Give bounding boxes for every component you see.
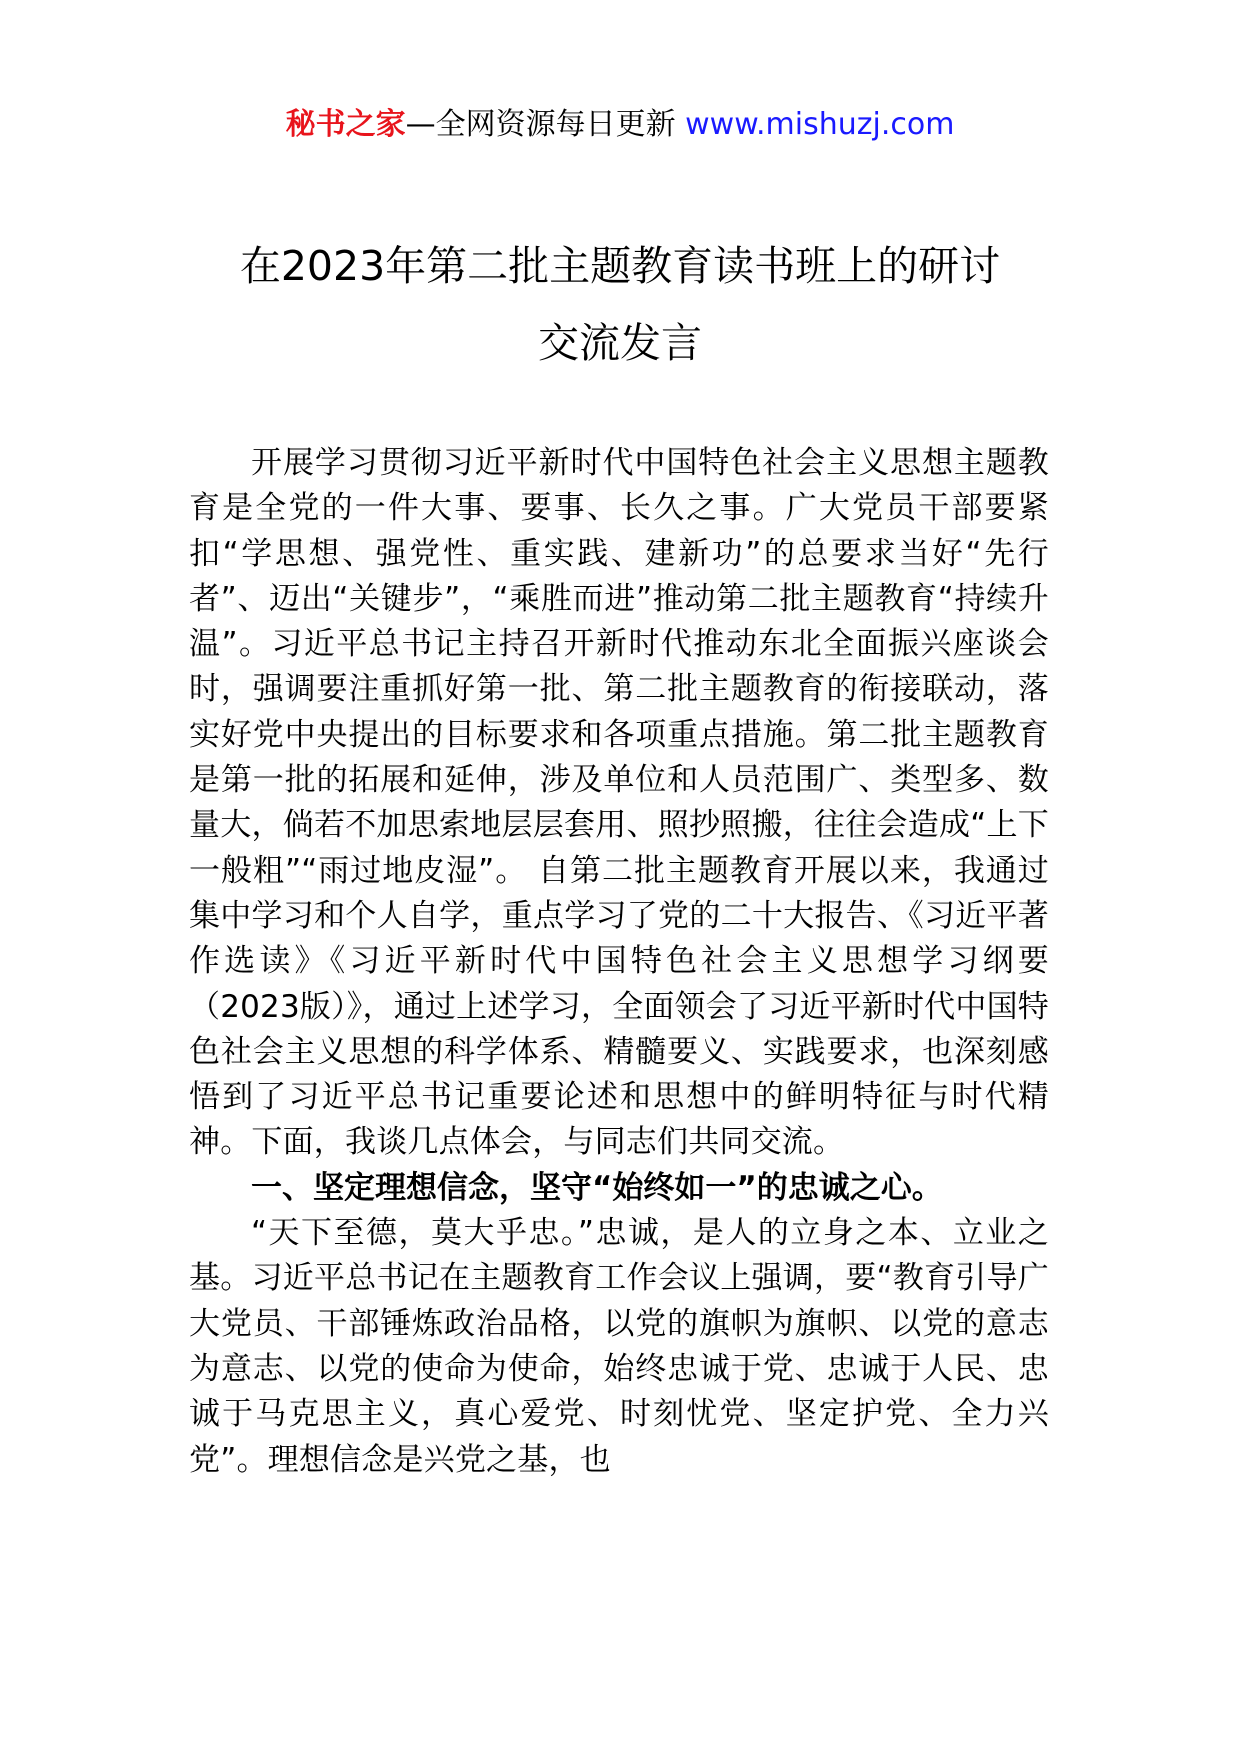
document-body <box>189 441 1049 1483</box>
site-slogan: —全网资源每日更新 <box>405 107 686 142</box>
site-header <box>0 100 1240 150</box>
title-line-1: 在2023年第二批主题教育读书班上的研讨 <box>239 242 1001 290</box>
paragraph-intro: 开展学习贯彻习近平新时代中国特色社会主义思想主题教育是全党的一件大事、要事、长久之事。广大党员干部要紧扣“学思想、强党性、重实践、建新功”的总要求当好“先行者”、迈出“关键步”，“乘胜而进”推动第二批主题教育“持续升温”。习近平总书记主持召开新时代推动东北全面振兴座谈会时，强调要注重抓好第一批、第二批主题教育的衔接联动，落实好党中央提出的目标要求和各项重点措施。第二批主题教育是第一批的拓展和延伸，涉及单位和人员范围广、类型多、数量大，倘若不加思索地层层套用、照抄照搬，往往会造成“上下一般粗”“雨过地皮湿”。 自第二批主题教育开展以来，我通过集中学习和个人自学，重点学习了党的二十大报告、《习近平著作选读》《习近平新时代中国特色社会主义思想学习纲要（2023版）》，通过上述学习，全面领会了习近平新时代中国特色社会主义思想的科学体系、精髓要义、实践要求，也深刻感悟到了习近平总书记重要论述和思想中的鲜明特征与时代精神。下面，我谈几点体会，与同志们共同交流。 <box>189 445 1049 1161</box>
title-line-2: 交流发言 <box>538 319 702 367</box>
brand-name: 秘书之家 <box>285 107 406 142</box>
document-title <box>150 228 1090 382</box>
section-heading-1: 一、坚定理想信念，坚守“始终如一”的忠诚之心。 <box>251 1169 943 1206</box>
paragraph-loyalty: “天下至德，莫大乎忠。”忠诚，是人的立身之本、立业之基。习近平总书记在主题教育工作会议上强调，要“教育引导广大党员、干部锤炼政治品格，以党的旗帜为旗帜、以党的意志为意志、以党的使命为使命，始终忠诚于党、忠诚于人民、忠诚于马克思主义，真心爱党、时刻忧党、坚定护党、全力兴党”。理想信念是兴党之基，也 <box>189 1215 1049 1478</box>
site-url-link[interactable]: www.mishuzj.com <box>685 107 955 142</box>
